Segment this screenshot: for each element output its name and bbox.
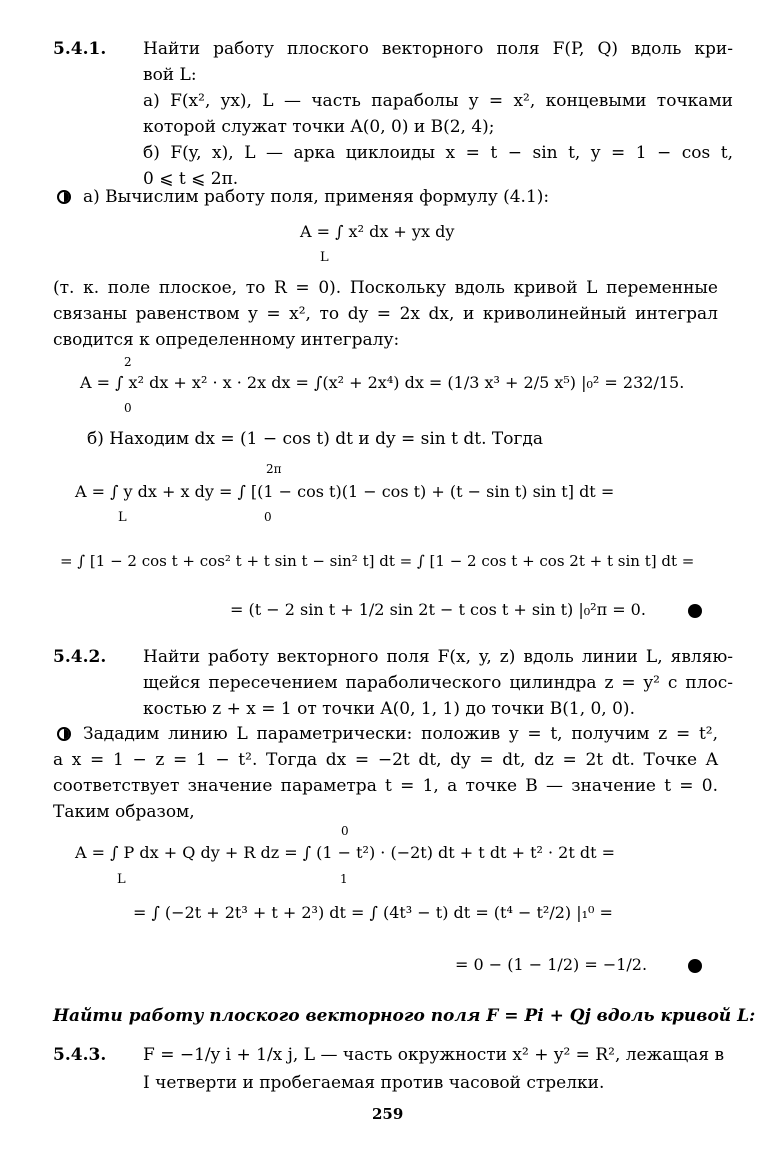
problem-541-a2: которой служат точки A(0, 0) и B(2, 4); [143, 117, 495, 137]
problem-541-a1: а) F(x², yx), L — часть параболы y = x², концевыми точками [143, 91, 733, 111]
equation-542-1: A = ∫ P dx + Q dy + R dz = ∫ (1 − t²) · (−2t) dt + t dt + t² · 2t dt = [75, 843, 616, 862]
problem-541-b2: 0 ⩽ t ⩽ 2π. [143, 169, 239, 189]
solution-542-l4: Таким образом, [53, 802, 195, 822]
problem-number-542: 5.4.2. [53, 647, 107, 667]
problem-542-line2: щейся пересечением параболического цилиндра z = y² с плос- [143, 673, 733, 693]
problem-541-line2: вой L: [143, 65, 197, 85]
equation-542-upper-limit: 0 [341, 824, 349, 838]
equation-b1: A = ∫ y dx + x dy = ∫ [(1 − cos t)(1 − cos t) + (t − sin t) sin t] dt = [75, 482, 615, 501]
solution-541-a-intro: а) Вычислим работу поля, применяя формулу (4.1): [83, 187, 550, 207]
solution-541-p2: связаны равенством y = x², то dy = 2x dx, и криволинейный интеграл [53, 304, 718, 324]
solution-542-l1: Зададим линию L параметрически: положив y = t, получим z = t², [83, 724, 718, 744]
equation-542-subscript: L [117, 872, 126, 887]
solution-end-icon [688, 604, 702, 618]
solution-541-p1: (т. к. поле плоское, то R = 0). Поскольку вдоль кривой L переменные [53, 278, 718, 298]
problem-542-line1: Найти работу векторного поля F(x, y, z) вдоль линии L, являю- [143, 647, 733, 667]
page-number: 259 [372, 1105, 404, 1123]
solution-542-l3: соответствует значение параметра t = 1, а точке B — значение t = 0. [53, 776, 718, 796]
equation-542-lower-limit: 1 [340, 872, 348, 886]
problem-542-line3: костью z + x = 1 от точки A(0, 1, 1) до точки B(1, 0, 0). [143, 699, 635, 719]
equation-542-3: = 0 − (1 − 1/2) = −1/2. [455, 955, 648, 974]
section-heading: Найти работу плоского векторного поля F = Pi + Qj вдоль кривой L: [53, 1006, 756, 1026]
problem-541-line1: Найти работу плоского векторного поля F(P, Q) вдоль кри- [143, 39, 733, 59]
problem-541-b1: б) F(y, x), L — арка циклоиды x = t − sin t, y = 1 − cos t, [143, 143, 733, 163]
equation-542-2: = ∫ (−2t + 2t³ + t + 2³) dt = ∫ (4t³ − t) dt = (t⁴ − t²/2) |₁⁰ = [133, 903, 613, 922]
problem-number-541: 5.4.1. [53, 39, 107, 59]
equation-a1-subscript: L [320, 250, 329, 265]
solution-541-p3: сводится к определенному интегралу: [53, 330, 400, 350]
solution-start-icon [57, 190, 71, 204]
solution-start-icon [57, 727, 71, 741]
solution-end-icon [688, 959, 702, 973]
solution-541-b-intro: б) Находим dx = (1 − cos t) dt и dy = sin t dt. Тогда [87, 429, 543, 449]
problem-543-line2: I четверти и пробегаемая против часовой стрелки. [143, 1073, 605, 1093]
equation-b3: = (t − 2 sin t + 1/2 sin 2t − t cos t + sin t) |₀²π = 0. [230, 600, 646, 619]
equation-b1-upper-limit: 2π [266, 462, 282, 476]
equation-a1: A = ∫ x² dx + yx dy [300, 222, 455, 241]
problem-543-line1: F = −1/y i + 1/x j, L — часть окружности x² + y² = R², лежащая в [143, 1045, 725, 1065]
problem-number-543: 5.4.3. [53, 1045, 107, 1065]
equation-b1-lower-limit: 0 [264, 510, 272, 524]
equation-b2: = ∫ [1 − 2 cos t + cos² t + t sin t − sin² t] dt = ∫ [1 − 2 cos t + cos 2t + t sin t] dt = [60, 552, 695, 570]
equation-a2-lower-limit: 0 [124, 401, 132, 415]
solution-542-l2: а x = 1 − z = 1 − t². Тогда dx = −2t dt, dy = dt, dz = 2t dt. Точке A [53, 750, 718, 770]
equation-b1-subscript: L [118, 510, 127, 525]
equation-a2-upper-limit: 2 [124, 355, 132, 369]
equation-a2: A = ∫ x² dx + x² · x · 2x dx = ∫(x² + 2x⁴) dx = (1/3 x³ + 2/5 x⁵) |₀² = 232/15. [80, 373, 685, 392]
